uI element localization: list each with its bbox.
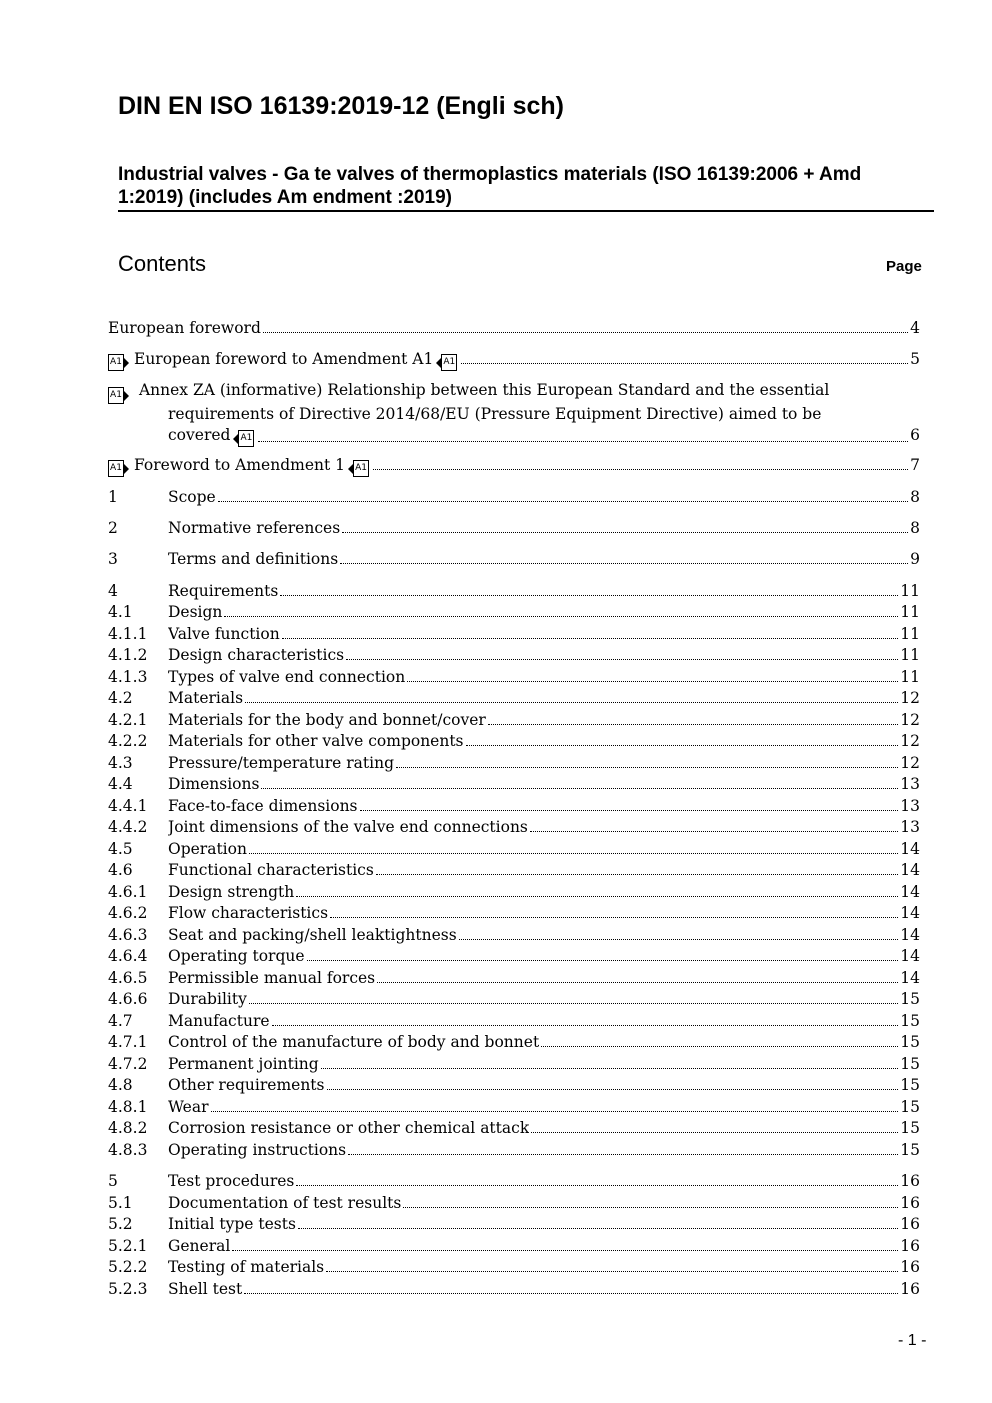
toc-entry[interactable] [108, 667, 920, 687]
toc-entry-number: 5 [108, 1172, 118, 1190]
toc-entry-page: 15 [900, 1012, 920, 1030]
toc-entry-title: Permanent jointing [168, 1055, 319, 1073]
toc-entry-page: 13 [900, 818, 920, 836]
toc-entry-number: 4.8.3 [108, 1141, 148, 1159]
toc-entry-page: 11 [900, 646, 920, 664]
toc-entry-number: 4 [108, 582, 118, 600]
toc-entry[interactable] [108, 753, 920, 773]
dot-leader [280, 595, 898, 596]
toc-entry-page: 8 [910, 519, 920, 537]
toc-entry-page: 11 [900, 668, 920, 686]
dot-leader [298, 1228, 898, 1229]
toc-entry[interactable] [108, 882, 920, 902]
toc-entry-title: Joint dimensions of the valve end connections [168, 818, 528, 836]
toc-entry[interactable] [108, 1214, 920, 1234]
toc-entry[interactable] [108, 860, 920, 880]
toc-entry[interactable] [108, 946, 920, 966]
dot-leader [376, 874, 898, 875]
toc-entry[interactable] [108, 796, 920, 816]
toc-entry-number: 4.1 [108, 603, 133, 621]
dot-leader [224, 616, 898, 617]
toc-entry-number: 4.7.2 [108, 1055, 148, 1073]
toc-entry[interactable] [108, 1054, 920, 1074]
toc-entry-title: Design characteristics [168, 646, 345, 664]
toc-entry-title: Functional characteristics [168, 861, 374, 879]
toc-entry-number: 4.2 [108, 689, 133, 707]
toc-entry-title-line-1: Annex ZA (informative) Relationship between this European Standard and the essential [138, 381, 830, 399]
toc-entry-title: Shell test [168, 1280, 243, 1298]
dot-leader [348, 1154, 898, 1155]
dot-leader [530, 831, 898, 832]
toc-entry-number: 4.6.2 [108, 904, 148, 922]
toc-entry-number: 4.2.1 [108, 711, 148, 729]
toc-entry-title: Permissible manual forces [168, 969, 376, 987]
toc-entry-title: Design strength [168, 883, 295, 901]
toc-entry-title: Operating instructions [168, 1141, 347, 1159]
toc-entry-annex-za[interactable] [108, 380, 920, 447]
dot-leader [377, 982, 898, 983]
toc-entry-title: Corrosion resistance or other chemical attack [168, 1119, 530, 1137]
dot-leader [307, 960, 899, 961]
toc-entry-title: Flow characteristics [168, 904, 329, 922]
dot-leader [326, 1271, 898, 1272]
toc-entry-number: 2 [108, 519, 118, 537]
title-divider [118, 210, 934, 212]
toc-entry[interactable] [108, 688, 920, 708]
toc-entry-title: Other requirements [168, 1076, 325, 1094]
toc-entry-number: 4.8.1 [108, 1098, 148, 1116]
dot-leader [459, 939, 899, 940]
toc-entry[interactable] [108, 1075, 920, 1095]
dot-leader [396, 767, 898, 768]
toc-entry[interactable] [108, 1257, 920, 1277]
amendment-end-icon: A1 [353, 460, 369, 477]
toc-entry-title: Foreword to Amendment 1 [134, 456, 346, 474]
toc-entry-number: 4.1.3 [108, 668, 148, 686]
dot-leader [282, 638, 899, 639]
toc-entry-page: 6 [910, 426, 920, 444]
toc-entry-page: 13 [900, 797, 920, 815]
dot-leader [327, 1089, 899, 1090]
dot-leader [466, 745, 899, 746]
toc-entry-page: 13 [900, 775, 920, 793]
toc-entry-number: 4.6.4 [108, 947, 148, 965]
dot-leader [249, 853, 898, 854]
toc-entry-number: 4.8 [108, 1076, 133, 1094]
toc-entry-title: Operation [168, 840, 247, 858]
dot-leader [403, 1207, 898, 1208]
toc-entry-number: 4.6.3 [108, 926, 148, 944]
dot-leader [330, 917, 898, 918]
toc-entry-number: 4.3 [108, 754, 133, 772]
toc-entry-number: 5.1 [108, 1194, 133, 1212]
toc-entry-title: Face-to-face dimensions [168, 797, 358, 815]
toc-entry-title: Dimensions [168, 775, 260, 793]
toc-entry-page: 11 [900, 582, 920, 600]
toc-entry-page: 14 [900, 969, 920, 987]
dot-leader [461, 363, 908, 364]
dot-leader [488, 724, 898, 725]
toc-entry-number: 5.2.2 [108, 1258, 148, 1276]
toc-entry-title: Wear [168, 1098, 209, 1116]
toc-entry-title: Test procedures [168, 1172, 295, 1190]
toc-entry-title: Pressure/temperature rating [168, 754, 395, 772]
toc-entry-title: Manufacture [168, 1012, 270, 1030]
toc-entry[interactable] [108, 549, 920, 569]
toc-entry[interactable] [108, 581, 920, 601]
toc-entry[interactable] [108, 1011, 920, 1031]
toc-entry-page: 14 [900, 840, 920, 858]
toc-entry-title: Scope [168, 488, 216, 506]
amendment-end-icon: A1 [238, 430, 254, 447]
toc-entry-page: 14 [900, 926, 920, 944]
toc-entry-number: 4.4.1 [108, 797, 148, 815]
toc-entry-title: Testing of materials [168, 1258, 325, 1276]
toc-entry-foreword-amendment-a1[interactable] [108, 349, 920, 369]
toc-entry-page: 4 [910, 319, 920, 337]
toc-entry-page: 16 [900, 1194, 920, 1212]
contents-heading: Contents [118, 251, 207, 276]
toc-entry-page: 11 [900, 603, 920, 621]
dot-leader [263, 332, 908, 333]
toc-entry-page: 15 [900, 1033, 920, 1051]
toc-entry-page: 14 [900, 883, 920, 901]
toc-entry-number: 4.2.2 [108, 732, 148, 750]
subtitle-line-2: 1:2019) (includes Am endment :2019) [118, 187, 453, 208]
dot-leader [346, 659, 898, 660]
toc-entry-number: 5.2 [108, 1215, 133, 1233]
dot-leader [373, 469, 908, 470]
toc-entry[interactable] [108, 1279, 920, 1299]
dot-leader [296, 896, 898, 897]
dot-leader [407, 681, 898, 682]
toc-entry[interactable] [108, 602, 920, 622]
toc-entry-foreword-amendment-1[interactable] [108, 455, 920, 475]
toc-entry-title: Terms and definitions [168, 550, 339, 568]
dot-leader [342, 532, 908, 533]
amendment-start-icon: A1 [108, 460, 124, 477]
toc-entry-number: 4.1.2 [108, 646, 148, 664]
toc-entry-title-line-3: covered [168, 426, 231, 444]
toc-entry[interactable] [108, 903, 920, 923]
dot-leader [541, 1046, 898, 1047]
toc-entry-title: Requirements [168, 582, 279, 600]
dot-leader [244, 1293, 898, 1294]
toc-entry-page: 7 [910, 456, 920, 474]
dot-leader [211, 1111, 899, 1112]
toc-entry[interactable] [108, 1171, 920, 1191]
toc-entry-number: 4.6.6 [108, 990, 148, 1008]
toc-entry-title: European foreword [108, 319, 261, 337]
toc-entry-number: 5.2.1 [108, 1237, 148, 1255]
toc-entry-title: Valve function [168, 625, 280, 643]
toc-entry[interactable] [108, 989, 920, 1009]
toc-entry-page: 15 [900, 1119, 920, 1137]
toc-entry[interactable] [108, 731, 920, 751]
dot-leader [340, 563, 908, 564]
toc-entry-page: 16 [900, 1215, 920, 1233]
toc-entry-title: Documentation of test results [168, 1194, 402, 1212]
toc-entry-title: Materials [168, 689, 244, 707]
toc-entry[interactable] [108, 518, 920, 538]
toc-entry[interactable] [108, 1236, 920, 1256]
toc-entry-page: 12 [900, 689, 920, 707]
dot-leader [272, 1025, 899, 1026]
toc-entry-title: Seat and packing/shell leaktightness [168, 926, 457, 944]
toc-entry[interactable] [108, 624, 920, 644]
amendment-start-icon: A1 [108, 354, 124, 371]
document-title: DIN EN ISO 16139:2019-12 (Engli sch) [118, 92, 565, 120]
toc-entry-number: 4.6.5 [108, 969, 148, 987]
toc-entry[interactable] [108, 968, 920, 988]
toc-entry-number: 4.1.1 [108, 625, 148, 643]
dot-leader [258, 441, 908, 442]
toc-entry[interactable] [108, 1097, 920, 1117]
toc-entry[interactable] [108, 817, 920, 837]
dot-leader [360, 810, 899, 811]
amendment-start-icon: A1 [108, 387, 124, 404]
toc-entry-title: European foreword to Amendment A1 [134, 350, 434, 368]
toc-entry-page: 15 [900, 990, 920, 1008]
toc-entry-number: 4.8.2 [108, 1119, 148, 1137]
toc-entry-page: 14 [900, 904, 920, 922]
toc-entry[interactable] [108, 839, 920, 859]
toc-entry-number: 4.7 [108, 1012, 133, 1030]
toc-entry-number: 4.7.1 [108, 1033, 148, 1051]
toc-entry[interactable] [108, 1118, 920, 1138]
toc-entry[interactable] [108, 774, 920, 794]
toc-entry-number: 5.2.3 [108, 1280, 148, 1298]
toc-entry-title: Materials for the body and bonnet/cover [168, 711, 486, 729]
toc-entry-number: 4.6.1 [108, 883, 148, 901]
toc-entry-european-foreword[interactable] [108, 318, 920, 338]
dot-leader [232, 1250, 898, 1251]
dot-leader [245, 702, 898, 703]
dot-leader [249, 1003, 898, 1004]
toc-entry-number: 4.4 [108, 775, 133, 793]
toc-entry-page: 12 [900, 732, 920, 750]
toc-entry-page: 14 [900, 861, 920, 879]
toc-entry-number: 4.5 [108, 840, 133, 858]
toc-entry-title: Operating torque [168, 947, 305, 965]
toc-entry-title: Materials for other valve components [168, 732, 464, 750]
toc-entry-page: 12 [900, 711, 920, 729]
toc-entry[interactable] [108, 1193, 920, 1213]
toc-entry-number: 4.4.2 [108, 818, 148, 836]
toc-entry-title: Initial type tests [168, 1215, 296, 1233]
dot-leader [218, 501, 908, 502]
toc-entry-page: 15 [900, 1076, 920, 1094]
subtitle-line-1: Industrial valves - Ga te valves of thermoplastics materials (ISO 16139:2006 + Amd [118, 164, 862, 185]
toc-entry-page: 12 [900, 754, 920, 772]
toc-entry-page: 11 [900, 625, 920, 643]
toc-entry-title: General [168, 1237, 231, 1255]
toc-entry[interactable] [108, 925, 920, 945]
toc-entry-number: 3 [108, 550, 118, 568]
toc-entry-page: 8 [910, 488, 920, 506]
toc-entry[interactable] [108, 1140, 920, 1160]
toc-entry[interactable] [108, 1032, 920, 1052]
page-number: - 1 - [898, 1332, 927, 1349]
dot-leader [321, 1068, 899, 1069]
toc-entry-page: 15 [900, 1055, 920, 1073]
toc-entry-page: 14 [900, 947, 920, 965]
toc-entry[interactable] [108, 487, 920, 507]
toc-entry-title: Design [168, 603, 223, 621]
toc-entry[interactable] [108, 645, 920, 665]
toc-entry-page: 16 [900, 1258, 920, 1276]
page-column-heading: Page [886, 258, 922, 275]
toc-entry-number: 1 [108, 488, 118, 506]
toc-entry-page: 9 [910, 550, 920, 568]
dot-leader [531, 1132, 898, 1133]
toc-entry[interactable] [108, 710, 920, 730]
toc-entry-page: 16 [900, 1237, 920, 1255]
document-subtitle [118, 163, 918, 209]
toc-entry-title: Durability [168, 990, 247, 1008]
amendment-end-icon: A1 [441, 354, 457, 371]
toc-entry-title: Control of the manufacture of body and bonnet [168, 1033, 540, 1051]
toc-entry-page: 15 [900, 1098, 920, 1116]
toc-entry-page: 15 [900, 1141, 920, 1159]
dot-leader [261, 788, 898, 789]
toc-entry-title: Normative references [168, 519, 341, 537]
toc-entry-title: Types of valve end connection [168, 668, 406, 686]
toc-entry-number: 4.6 [108, 861, 133, 879]
toc-entry-title-line-2: requirements of Directive 2014/68/EU (Pressure Equipment Directive) aimed to be [168, 405, 822, 423]
toc-entry-page: 16 [900, 1172, 920, 1190]
toc-entry-page: 16 [900, 1280, 920, 1298]
toc-entry-page: 5 [910, 350, 920, 368]
dot-leader [296, 1185, 898, 1186]
